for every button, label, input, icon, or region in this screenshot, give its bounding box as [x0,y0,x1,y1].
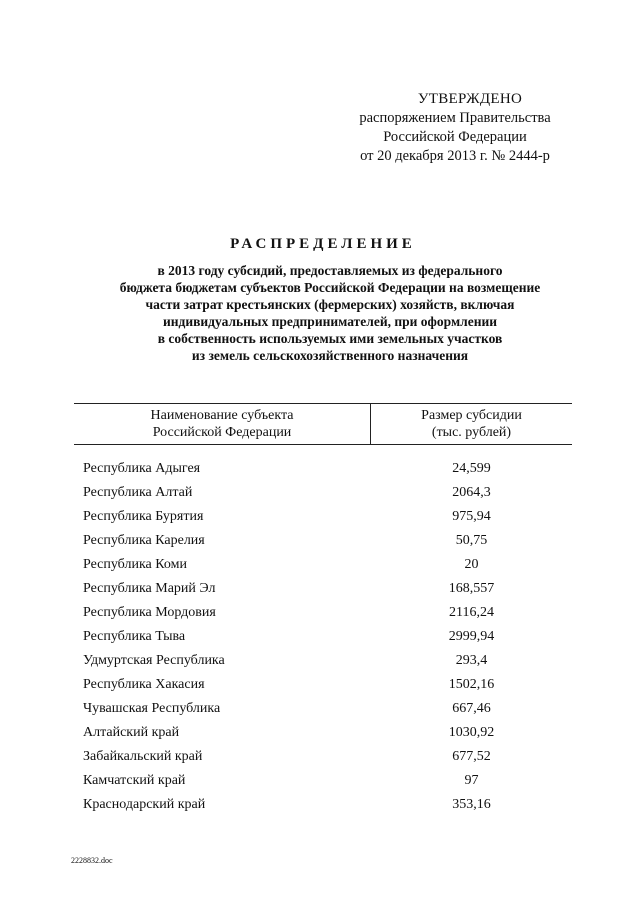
approval-block [330,90,580,166]
approval-heading: УТВЕРЖДЕНО [417,91,523,107]
table-row [74,577,572,601]
row-amount: 677,52 [452,749,491,764]
table-row [74,553,572,577]
document-filename: 2228832.doc [71,856,113,865]
row-subject: Удмуртская Республика [83,653,225,668]
table-row [74,601,572,625]
column-header-amount-line2: (тыс. рублей) [431,425,512,440]
row-amount: 2064,3 [452,485,491,500]
row-amount: 24,599 [452,461,491,476]
table-row [74,457,572,481]
table-row [74,529,572,553]
row-amount: 293,4 [455,653,488,668]
row-subject: Республика Марий Эл [83,581,216,596]
row-amount: 50,75 [455,533,488,548]
document-subtitle [70,262,590,364]
row-amount: 20 [464,557,479,572]
column-header-subject-line2: Российской Федерации [152,425,292,440]
subtitle-line: в собственность используемых ими земельных участков [157,331,503,346]
column-header-amount [371,407,572,441]
approval-line-1: распоряжением Правительства [359,110,551,126]
row-subject: Республика Хакасия [83,677,205,692]
row-amount: 667,46 [452,701,491,716]
row-subject: Республика Карелия [83,533,205,548]
row-amount: 168,557 [448,581,495,596]
column-header-subject-line1: Наименование субъекта [150,408,294,423]
row-subject: Забайкальский край [83,749,203,764]
row-amount: 353,16 [452,797,491,812]
row-amount: 1502,16 [448,677,495,692]
table-row [74,793,572,817]
row-subject: Республика Коми [83,557,187,572]
subtitle-line: из земель сельскохозяйственного назначения [191,348,469,363]
row-subject: Республика Тыва [83,629,186,644]
approval-line-2: Российской Федерации [383,129,527,145]
subtitle-line: части затрат крестьянских (фермерских) хозяйств, включая [145,297,515,312]
table-row [74,769,572,793]
row-subject: Камчатский край [83,773,186,788]
row-subject: Алтайский край [83,725,180,740]
subtitle-line: индивидуальных предпринимателей, при оформлении [162,314,498,329]
row-amount: 1030,92 [448,725,495,740]
row-subject: Республика Мордовия [83,605,216,620]
row-amount: 97 [464,773,479,788]
column-header-subject [74,407,370,441]
table-row [74,673,572,697]
document-title: РАСПРЕДЕЛЕНИЕ [230,236,416,252]
subtitle-line: бюджета бюджетам субъектов Российской Федерации на возмещение [119,280,541,295]
table-row [74,745,572,769]
subtitle-line: в 2013 году субсидий, предоставляемых из федерального [157,263,503,278]
row-subject: Республика Бурятия [83,509,204,524]
approval-line-3: от 20 декабря 2013 г. № 2444-р [360,148,550,164]
row-amount: 2116,24 [449,605,494,620]
row-subject: Республика Адыгея [83,461,201,476]
row-subject: Республика Алтай [83,485,193,500]
row-amount: 975,94 [452,509,491,524]
row-amount: 2999,94 [448,629,495,644]
table-row [74,697,572,721]
column-header-amount-line1: Размер субсидии [421,408,522,423]
table-row [74,721,572,745]
row-subject: Краснодарский край [83,797,206,812]
table-row [74,625,572,649]
table-row [74,505,572,529]
table-row [74,649,572,673]
table-body [74,457,572,817]
row-subject: Чувашская Республика [83,701,221,716]
table-header [74,403,572,445]
subsidy-table [74,403,572,812]
table-row [74,481,572,505]
